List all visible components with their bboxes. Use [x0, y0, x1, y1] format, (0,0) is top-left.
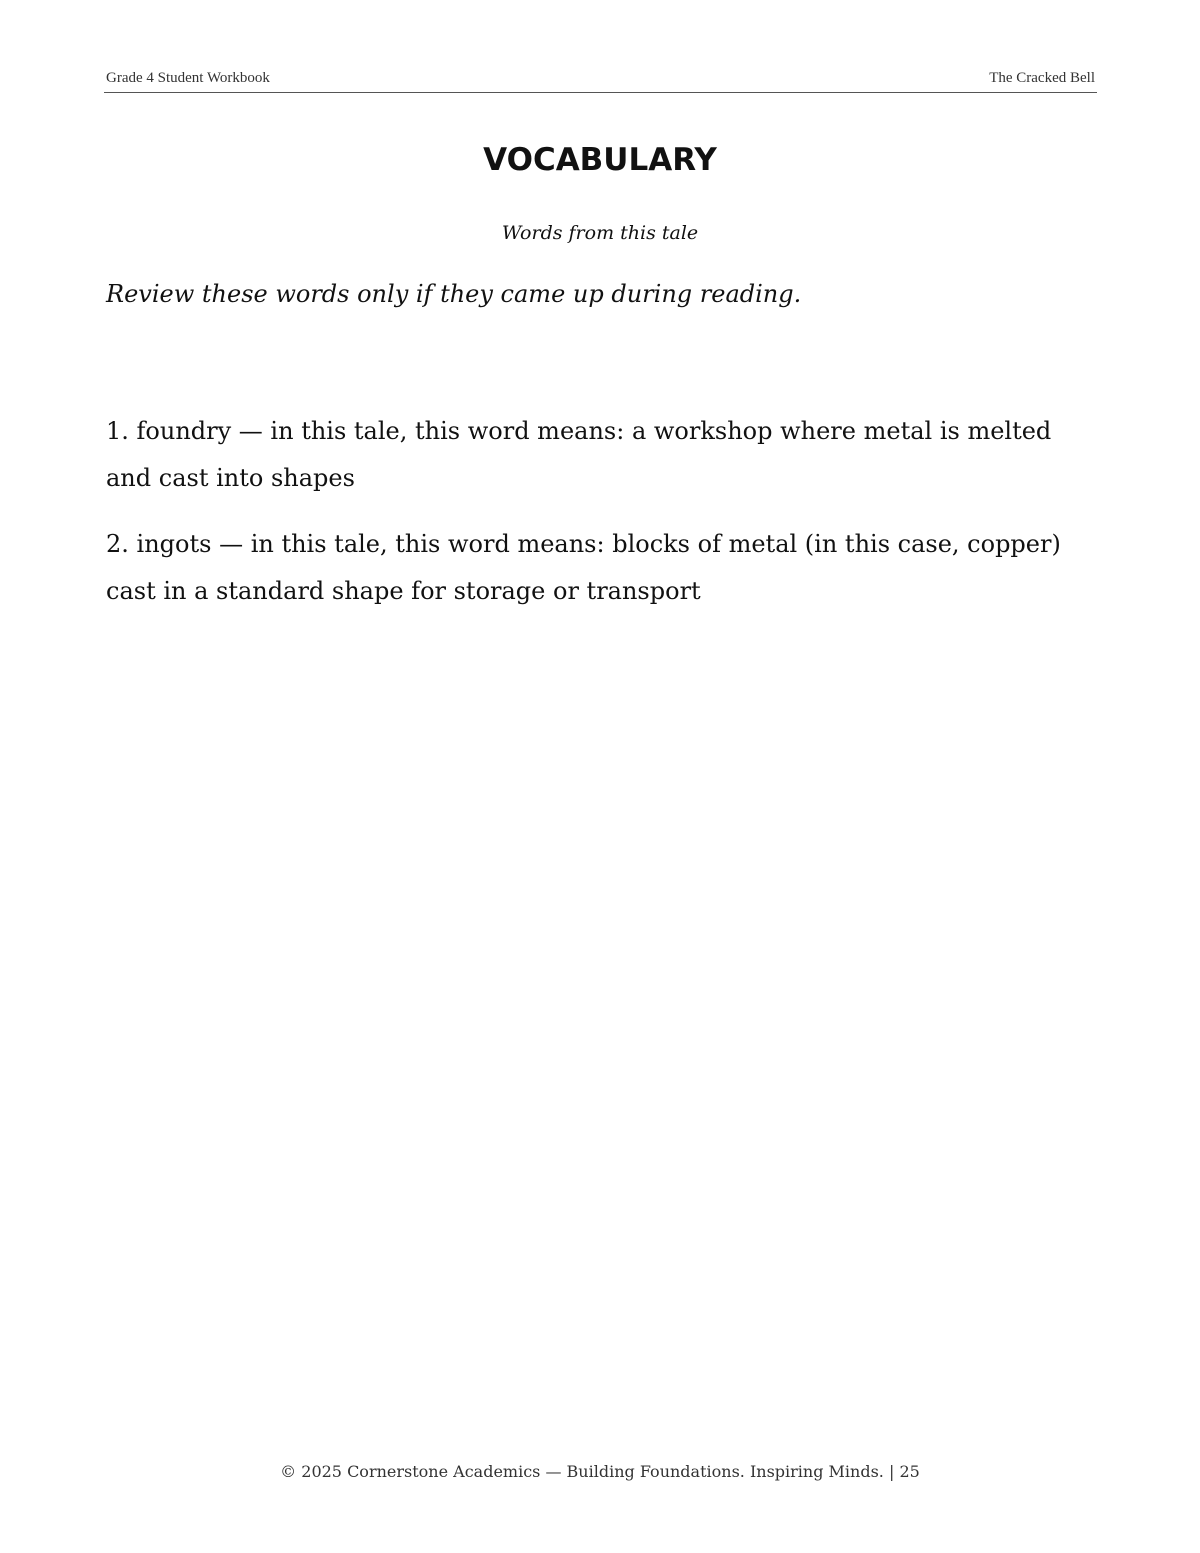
vocabulary-item-ingots: 2. ingots — in this tale, this word means: blocks of metal (in this case, copper) cast in a standard shape for storage or transport	[106, 530, 1061, 605]
page-header	[104, 68, 1097, 93]
instruction-text: Review these words only if they came up during reading.	[106, 280, 802, 308]
header-workbook-title: Grade 4 Student Workbook	[106, 70, 270, 86]
header-story-title: The Cracked Bell	[989, 70, 1095, 86]
page-title: VOCABULARY	[483, 142, 717, 178]
vocabulary-list	[106, 408, 1096, 634]
vocabulary-item-foundry: 1. foundry — in this tale, this word means: a workshop where metal is melted and cast into shapes	[106, 417, 1052, 492]
page-subtitle: Words from this tale	[501, 222, 699, 244]
page-footer: © 2025 Cornerstone Academics — Building Foundations. Inspiring Minds. | 25	[280, 1462, 920, 1481]
